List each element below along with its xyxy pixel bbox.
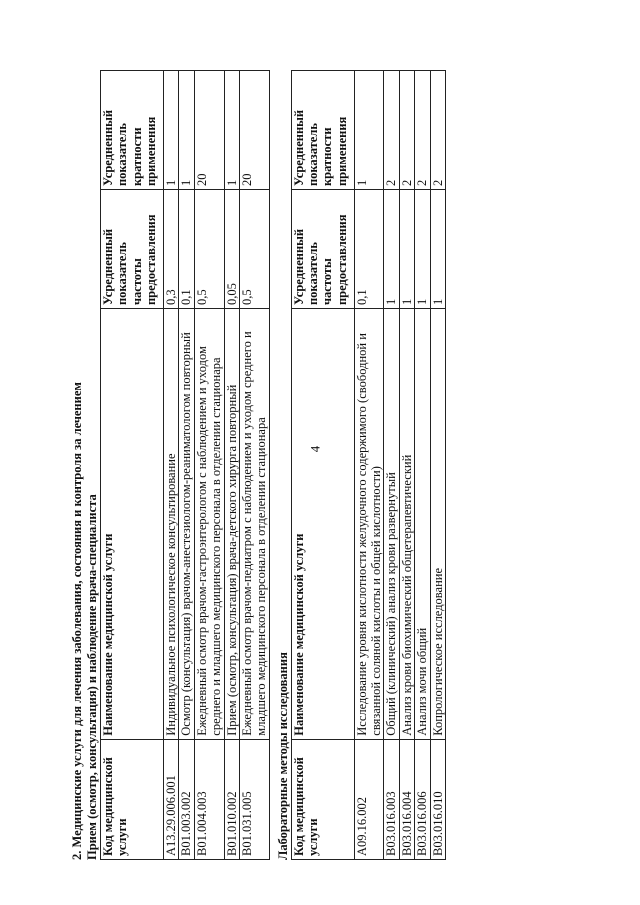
service-code: B03.016.006 [415, 739, 430, 859]
service-multiplicity: 2 [384, 71, 399, 190]
header-code: Код медицинской услуги [101, 739, 164, 859]
section-title: 2. Медицинские услуги для лечения заболевания, состояния и контроля за лечением [70, 382, 84, 860]
service-code: B03.016.010 [430, 739, 445, 859]
service-multiplicity: 1 [164, 71, 179, 190]
service-code: A09.16.002 [354, 739, 384, 859]
service-frequency: 0,5 [239, 190, 269, 309]
service-name: Исследование уровня кислотности желудочного содержимого (свободной и связанной соляной кислоты и общей кислотности) [354, 309, 384, 740]
service-name: Ежедневный осмотр врачом-педиатром с наблюдением и уходом среднего и младшего медицинского персонала в отделении стационара [239, 309, 269, 740]
service-frequency: 0,1 [354, 190, 384, 309]
service-multiplicity: 20 [194, 71, 224, 190]
service-frequency: 1 [399, 190, 414, 309]
service-multiplicity: 2 [399, 71, 414, 190]
table-row [164, 71, 179, 860]
table-header-row [101, 71, 164, 860]
header-multiplicity: Усредненный показатель кратности применения [291, 71, 354, 190]
service-name: Копрологическое исследование [430, 309, 445, 740]
service-name: Осмотр (консультация) врачом-анестезиологом-реаниматологом повторный [179, 309, 194, 740]
service-name: Анализ крови биохимический общетерапевтический [399, 309, 414, 740]
header-name: Наименование медицинской услуги [101, 309, 164, 740]
table-header-row [291, 71, 354, 860]
table-row [415, 71, 430, 860]
service-code: B01.004.003 [194, 739, 224, 859]
header-code: Код медицинской услуги [291, 739, 354, 859]
service-code: B03.016.004 [399, 739, 414, 859]
service-multiplicity: 1 [179, 71, 194, 190]
table-row [354, 71, 384, 860]
service-name: Ежедневный осмотр врачом-гастроэнтерологом с наблюдением и уходом среднего и младшего медицинского персонала в отделении стационара [194, 309, 224, 740]
service-code: B01.010.002 [224, 739, 239, 859]
table-row [430, 71, 445, 860]
service-frequency: 1 [384, 190, 399, 309]
header-name: Наименование медицинской услуги [291, 309, 354, 740]
service-multiplicity: 2 [430, 71, 445, 190]
service-frequency: 0,3 [164, 190, 179, 309]
service-name: Анализ мочи общий [415, 309, 430, 740]
header-frequency: Усредненный показатель частоты предоставления [291, 190, 354, 309]
table-row [384, 71, 399, 860]
service-frequency: 0,5 [194, 190, 224, 309]
service-frequency: 1 [430, 190, 445, 309]
service-multiplicity: 1 [354, 71, 384, 190]
rotated-document [70, 60, 590, 860]
service-frequency: 0,1 [179, 190, 194, 309]
table-row [194, 71, 224, 860]
lab-table [291, 70, 446, 860]
service-code: B01.003.002 [179, 739, 194, 859]
service-frequency: 1 [415, 190, 430, 309]
service-code: B01.031.005 [239, 739, 269, 859]
service-multiplicity: 1 [224, 71, 239, 190]
consult-table [100, 70, 270, 860]
service-multiplicity: 20 [239, 71, 269, 190]
table-row [224, 71, 239, 860]
table-row [399, 71, 414, 860]
lab-subtitle: Лабораторные методы исследования [275, 652, 290, 860]
service-multiplicity: 2 [415, 71, 430, 190]
header-multiplicity: Усредненный показатель кратности применения [101, 71, 164, 190]
table-row [239, 71, 269, 860]
header-frequency: Усредненный показатель частоты предоставления [101, 190, 164, 309]
service-frequency: 0,05 [224, 190, 239, 309]
table-row [179, 71, 194, 860]
service-code: A13.29.006.001 [164, 739, 179, 859]
service-name: Общий (клинический) анализ крови развернутый [384, 309, 399, 740]
consult-subtitle: Прием (осмотр, консультация) и наблюдение врача-специалиста [85, 494, 99, 860]
page-number: 4 [307, 445, 323, 453]
service-name: Прием (осмотр, консультация) врача-детского хирурга повторный [224, 309, 239, 740]
service-name: Индивидуальное психологическое консультирование [164, 309, 179, 740]
service-code: B03.016.003 [384, 739, 399, 859]
